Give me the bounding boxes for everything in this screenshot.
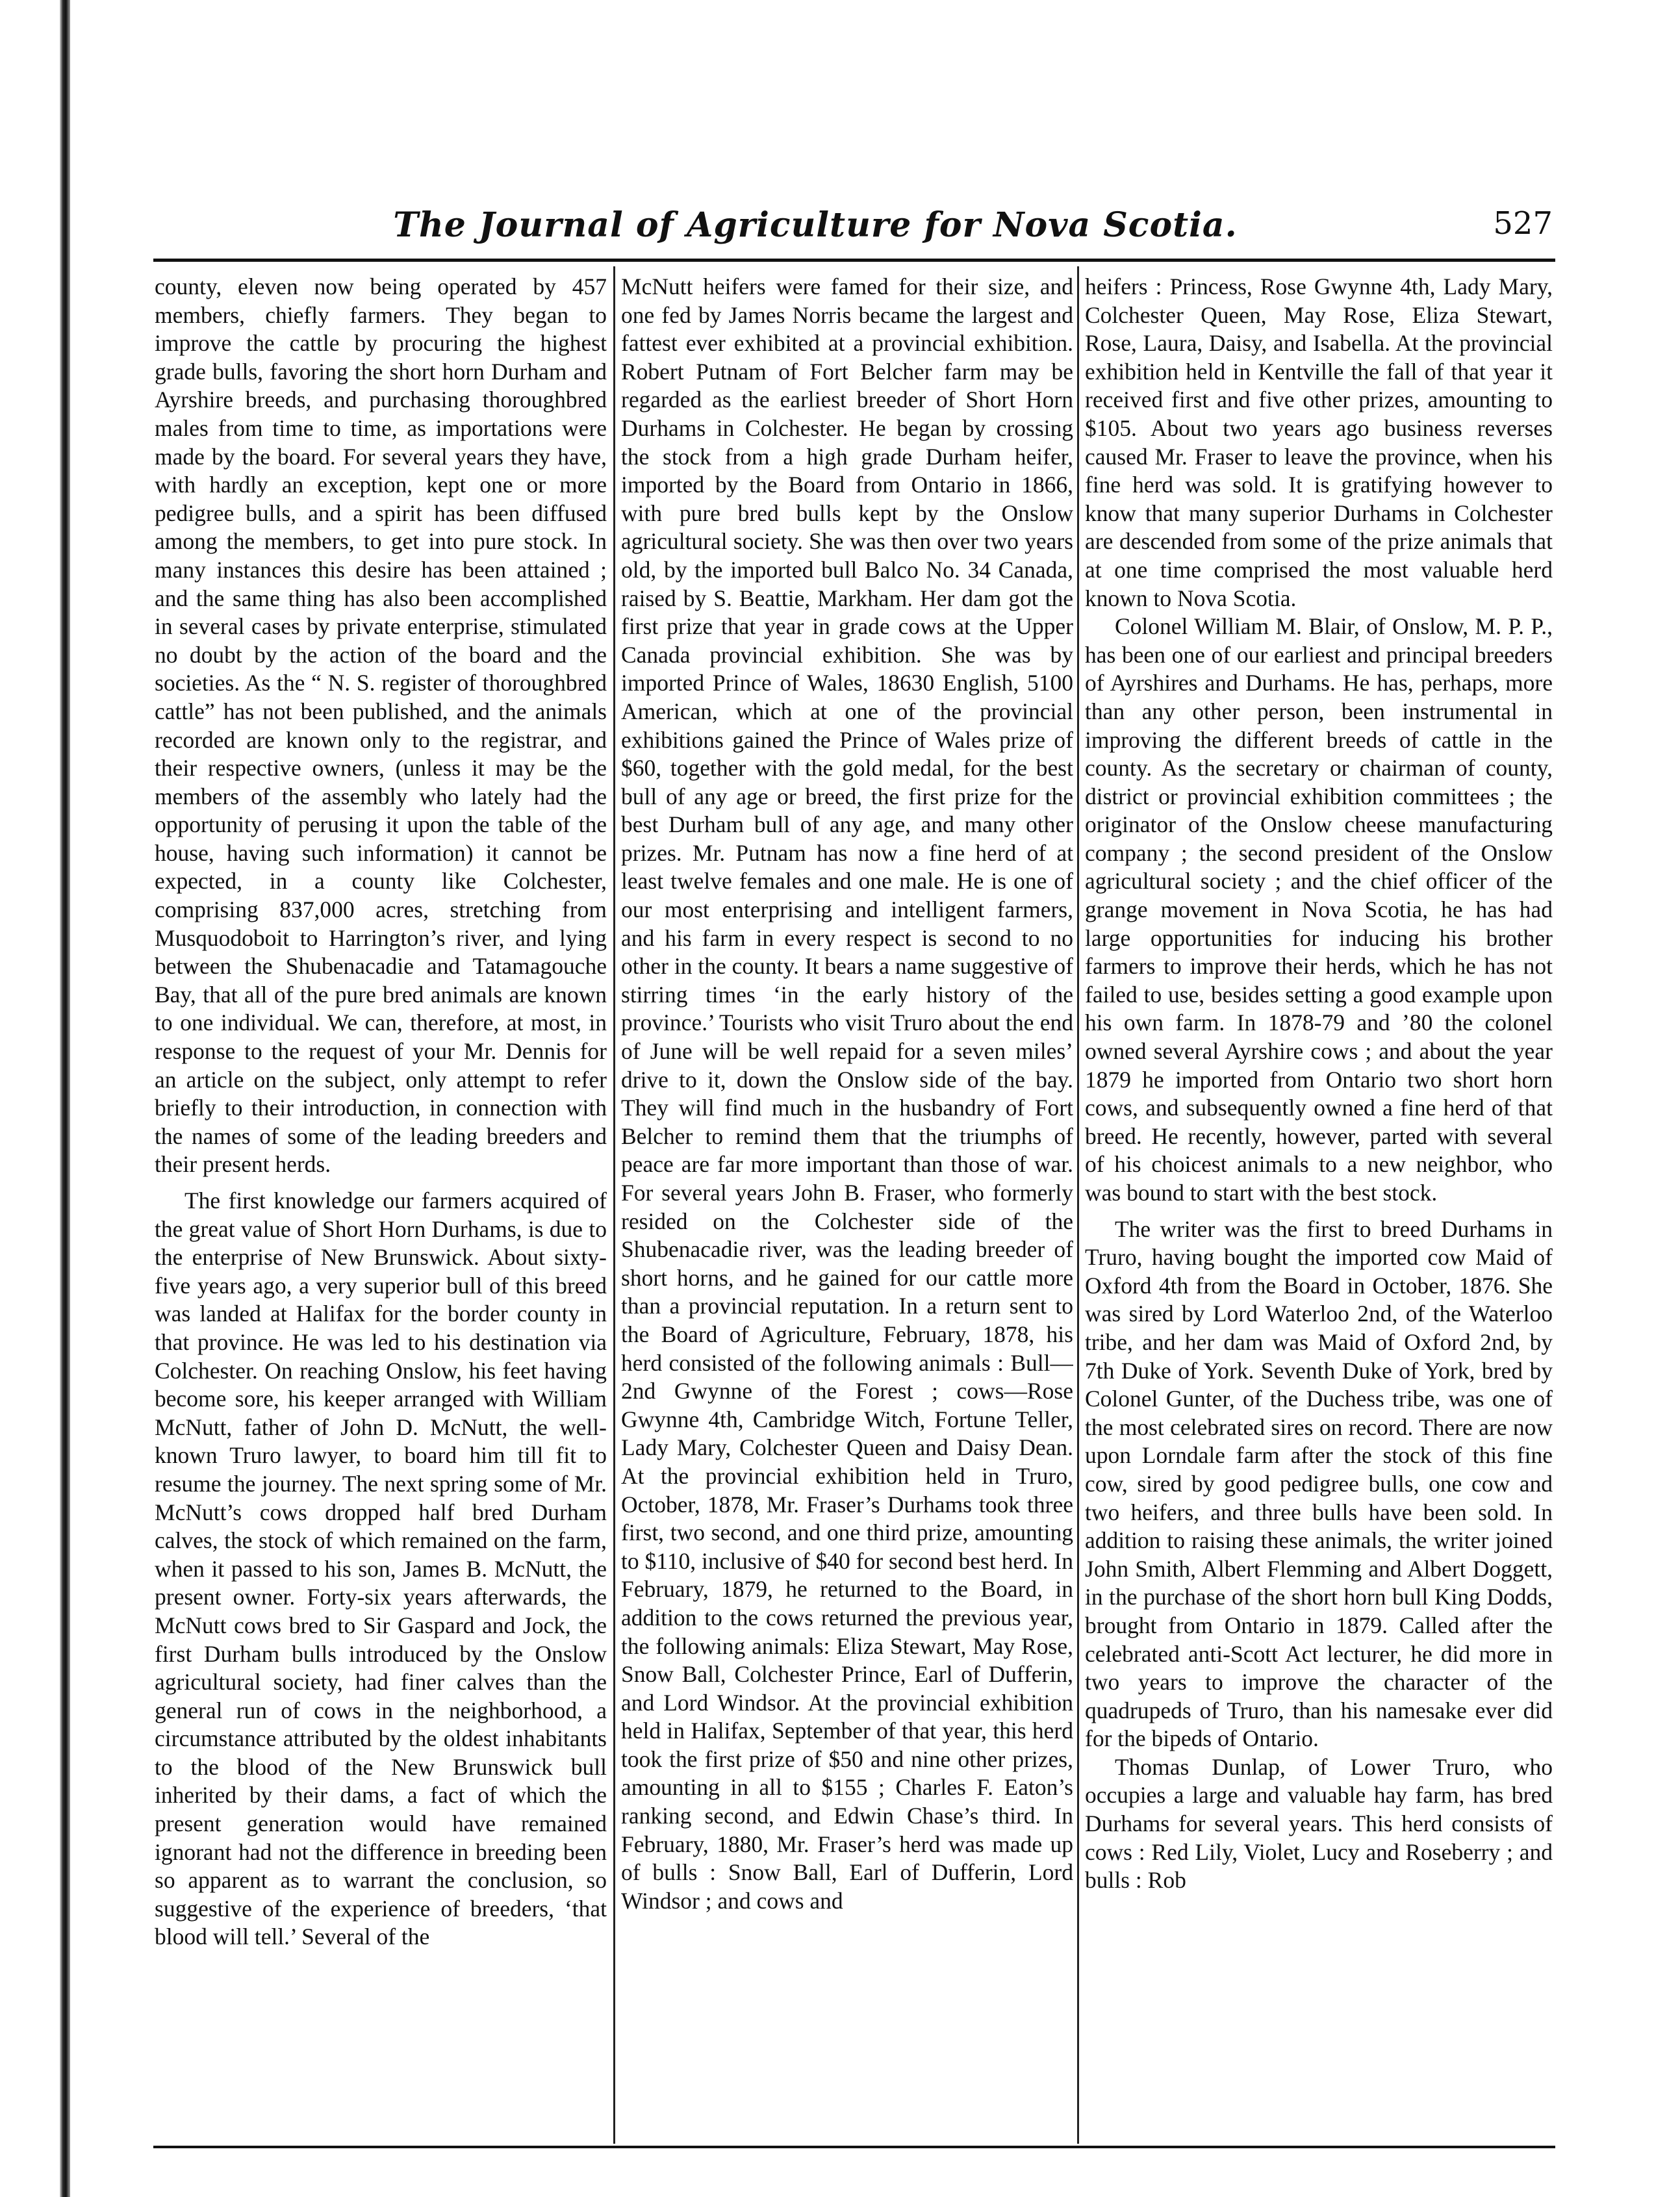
column-divider bbox=[613, 266, 615, 2144]
header-rule bbox=[153, 259, 1555, 262]
paragraph: The writer was the first to breed Durhams in Truro, having bought the imported cow Maid of Oxford 4th from the Board in October, 1876. She was sired by Lord Waterloo 2nd, of the Waterloo tribe, and her dam was Maid of Oxford 2nd, by 7th Duke of York. Seventh Duke of York, bred by Colonel Gunter, of the Duchess tribe, was one of the most celebrated sires on record. There are now upon Lorndale farm after the stock of this fine cow, sired by good pedigree bulls, one cow and two heifers, and three bulls have been sold. In addition to raising these animals, the writer joined John Smith, Albert Flemming and Albert Doggett, in the purchase of the short horn bull King Dodds, brought from Ontario in 1879. Called after the celebrated anti-Scott Act lecturer, he did more in two years to improve the character of the quadrupeds of Truro, than his namesake ever did for the bipeds of Ontario. bbox=[1085, 1215, 1553, 1752]
column-3 bbox=[1085, 273, 1553, 2140]
column-2 bbox=[621, 273, 1073, 2140]
paragraph: The first knowledge our farmers acquired of the great value of Short Horn Durhams, is due to the enterprise of New Brunswick. About sixty-five years ago, a very superior bull of this breed was landed at Halifax for the border county in that province. He was led to his destination via Colchester. On reaching Onslow, his feet having become sore, his keeper arranged with William McNutt, father of John D. McNutt, the well-known Truro lawyer, to board him till fit to resume the journey. The next spring some of Mr. McNutt’s cows dropped half bred Durham calves, the stock of which remained on the farm, when it passed to his son, James B. McNutt, the present owner. Forty-six years afterwards, the McNutt cows bred to Sir Gaspard and Jock, the first Durham bulls introduced by the Onslow agricultural society, had finer calves than the general run of cows in the neighborhood, a circumstance attributed by the oldest inhabitants to the blood of the New Brunswick bull inherited by their dams, a fact of which the present generation would have remained ignorant had not the difference in breeding been so apparent as to warrant the conclusion, so suggestive of the experience of breeders, ‘that blood will tell.’ Several of the bbox=[155, 1187, 607, 1950]
paragraph: McNutt heifers were famed for their size, and one fed by James Norris became the largest and fattest ever exhibited at a provincial exhibition. Robert Putnam of Fort Belcher farm may be regarded as the earliest breeder of Short Horn Durhams in Colchester. He began by crossing the stock from a high grade Durham heifer, imported by the Board from Ontario in 1866, with pure bred bulls kept by the Onslow agricultural society. She was then over two years old, by the imported bull Balco No. 34 Canada, raised by S. Beattie, Markham. Her dam got the first prize that year in grade cows at the Upper Canada provincial exhibition. She was by imported Prince of Wales, 18630 English, 5100 American, which at one of the provincial exhibitions gained the Prince of Wales prize of $60, together with the gold medal, for the best bull of any age or breed, the first prize for the best Durham bull of any age, and many other prizes. Mr. Putnam has now a fine herd of at least twelve females and one male. He is one of our most enterprising and intelligent farmers, and his farm in every respect is second to no other in the county. It bears a name suggestive of stirring times ‘in the early history of the province.’ Tourists who visit Truro about the end of June will be well repaid for a seven miles’ drive to it, down the Onslow side of the bay. They will find much in the husbandry of Fort Belcher to remind them that the triumphs of peace are far more important than those of war. For several years John B. Fraser, who formerly resided on the Colchester side of the Shubenacadie river, was the leading breeder of short horns, and he gained for our cattle more than a provincial reputation. In a return sent to the Board of Agriculture, February, 1878, his herd consisted of the following animals : Bull—2nd Gwynne of the Forest ; cows—Rose Gwynne 4th, Cambridge Witch, Fortune Teller, Lady Mary, Colchester Queen and Daisy Dean. At the provincial exhibition held in Truro, October, 1878, Mr. Fraser’s Durhams took three first, two second, and one third prize, amounting to $110, inclusive of $40 for second best herd. In February, 1879, he returned to the Board, in addition to the cows returned the previous year, the following animals: Eliza Stewart, May Rose, Snow Ball, Colchester Prince, Earl of Dufferin, and Lord Windsor. At the provincial exhibition held in Halifax, September of that year, this herd took the first prize of $50 and nine other prizes, amounting in all to $155 ; Charles F. Eaton’s ranking second, and Edwin Chase’s third. In February, 1880, Mr. Fraser’s herd was made up of bulls : Snow Ball, Earl of Dufferin, Lord Windsor ; and cows and bbox=[621, 273, 1073, 1914]
footer-rule bbox=[153, 2146, 1555, 2148]
paragraph: Colonel William M. Blair, of Onslow, M. P. P., has been one of our earliest and principal breeders of Ayrshires and Durhams. He has, perhaps, more than any other person, been instrumental in improving the different breeds of cattle in the county. As the secretary or chairman of county, district or provincial exhibition committees ; the originator of the Onslow cheese manufacturing company ; the second president of the Onslow agricultural society ; and the chief officer of the grange movement in Nova Scotia, he has had large opportunities for inducing his brother farmers to improve their herds, which he has not failed to use, besides setting a good example upon his own farm. In 1878-79 and ’80 the colonel owned several Ayrshire cows ; and about the year 1879 he imported from Ontario two short horn cows, and subsequently owned a fine herd of that breed. He recently, however, parted with several of his choicest animals to a new neighbor, who was bound to start with the best stock. bbox=[1085, 613, 1553, 1206]
binding-edge bbox=[60, 0, 70, 2197]
column-divider bbox=[1077, 266, 1079, 2144]
page-number: 527 bbox=[1493, 205, 1553, 242]
page-header bbox=[156, 205, 1553, 252]
column-1 bbox=[155, 273, 607, 2140]
journal-title: The Journal of Agriculture for Nova Scotia. bbox=[393, 205, 1238, 245]
paragraph: Thomas Dunlap, of Lower Truro, who occupies a large and valuable hay farm, has bred Durhams for several years. This herd consists of cows : Red Lily, Violet, Lucy and Roseberry ; and bulls : Rob bbox=[1085, 1753, 1553, 1894]
paragraph: heifers : Princess, Rose Gwynne 4th, Lady Mary, Colchester Queen, May Rose, Eliza Stewart, Rose, Laura, Daisy, and Isabella. At the provincial exhibition held in Kentville the fall of that year it received first and five other prizes, amounting to $105. About two years ago business reverses caused Mr. Fraser to leave the province, when his fine herd was sold. It is gratifying however to know that many superior Durhams in Colchester are descended from some of the prize animals that at one time comprised the most valuable herd known to Nova Scotia. bbox=[1085, 273, 1553, 611]
paragraph: county, eleven now being operated by 457 members, chiefly farmers. They began to improve the cattle by procuring the highest grade bulls, favoring the short horn Durham and Ayrshire breeds, and purchasing thoroughbred males from time to time, as importations were made by the board. For several years they have, with hardly an exception, kept one or more pedigree bulls, and a spirit has been diffused among the members, to get into pure stock. In many instances this desire has been attained ; and the same thing has also been accomplished in several cases by private enterprise, stimulated no doubt by the action of the board and the societies. As the “ N. S. register of thoroughbred cattle” has not been published, and the animals recorded are known only to the registrar, and their respective owners, (unless it may be the members of the assembly who lately had the opportunity of perusing it upon the table of the house, having such information) it cannot be expected, in a county like Colchester, comprising 837,000 acres, stretching from Musquodoboit to Harrington’s river, and lying between the Shubenacadie and Tatamagouche Bay, that all of the pure bred animals are known to one individual. We can, therefore, at most, in response to the request of your Mr. Dennis for an article on the subject, only attempt to refer briefly to their introduction, in connection with the names of some of the leading breeders and their present herds. bbox=[155, 273, 607, 1178]
